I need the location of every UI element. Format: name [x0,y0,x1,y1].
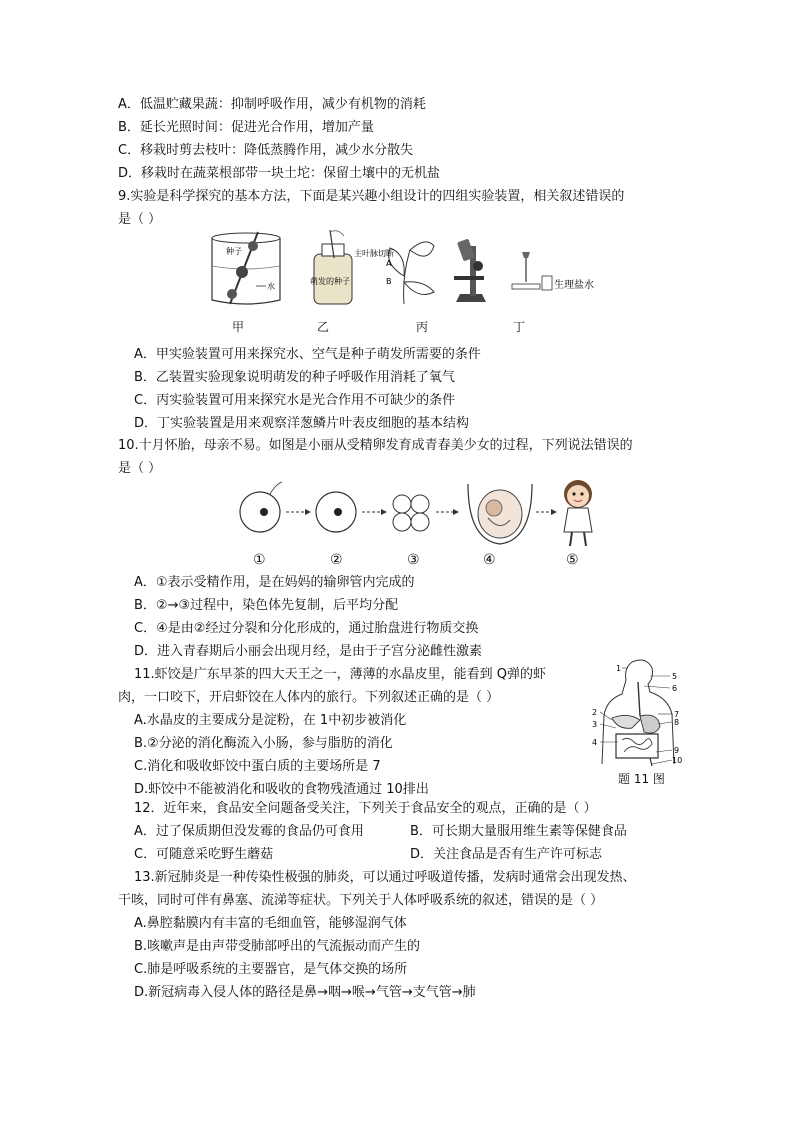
organ-number-1: 1 [616,664,622,673]
organ-number-4: 4 [592,738,598,747]
q9-stem-line1: 9.实验是科学探究的基本方法，下面是某兴趣小组设计的四组实验装置，相关叙述错误的 [118,189,625,204]
organ-number-8: 8 [674,718,680,727]
organ-number-5: 5 [672,672,678,681]
q9-option-d: D．丁实验装置是用来观察洋葱鳞片叶表皮细胞的基本结构 [134,416,470,431]
q9-option-a: A．甲实验装置可用来探究水、空气是种子萌发所需要的条件 [134,347,481,362]
q13-option-c: C.肺是呼吸系统的主要器官，是气体交换的场所 [134,962,408,977]
q9-figure-jia [204,228,290,308]
q11-option-d: D.虾饺中不能被消化和吸收的食物残渣通过 10排出 [134,782,429,797]
q13-stem-line2: 干咳，同时可伴有鼻塞、流涕等症状。下列关于人体呼吸系统的叙述，错误的是（ ） [118,893,604,908]
q11-stem-line1: 11.虾饺是广东早茶的四大天王之一，薄薄的水晶皮里，能看到 Q弹的虾 [134,667,547,682]
q12-option-b: B．可长期大量服用维生素等保健食品 [410,824,627,839]
q9-option-b: B．乙装置实验现象说明萌发的种子呼吸作用消耗了氧气 [134,370,455,385]
q12-stem: 12．近年来，食品安全问题备受关注，下列关于食品安全的观点，正确的是（ ） [134,801,597,816]
q9-figure-yi [308,228,360,308]
q9-figure-bing [354,236,442,306]
q11-option-c: C.消化和吸收虾饺中蛋白质的主要场所是 7 [134,759,381,774]
q11-digestive-figure [588,654,686,770]
q12-option-d: D．关注食品是否有生产许可标志 [410,847,603,862]
q13-option-b: B.咳嗽声是由声带受肺部呼出的气流振动而产生的 [134,939,421,954]
q11-figure-caption: 题 11 图 [618,772,665,786]
q10-label-5: ⑤ [566,552,579,568]
q9-caption-yi: 乙 [317,320,330,334]
organ-number-7: 7 [674,710,680,719]
q10-label-1: ① [253,552,266,568]
q9-figure-ding [446,236,602,306]
q8-option-a: A．低温贮藏果蔬：抑制呼吸作用，减少有机物的消耗 [118,97,426,112]
q11-stem-line2: 肉，一口咬下，开启虾饺在人体内的旅行。下列叙述正确的是（ ） [118,690,500,705]
q8-option-d: D．移栽时在蔬菜根部带一块土坨：保留土壤中的无机盐 [118,166,441,181]
q11-option-a: A.水晶皮的主要成分是淀粉，在 1中初步被消化 [134,713,407,728]
point-a-label: A [386,259,392,268]
q9-caption-jia: 甲 [232,320,245,334]
q10-option-d: D．进入青春期后小丽会出现月经，是由于子宫分泌雌性激素 [134,644,483,659]
q11-option-b: B.②分泌的消化酶流入小肠，参与脂肪的消化 [134,736,393,751]
q9-caption-bing: 丙 [416,320,429,334]
q13-stem-line1: 13.新冠肺炎是一种传染性极强的肺炎，可以通过呼吸道传播，发病时通常会出现发热、 [134,870,636,885]
organ-number-9: 9 [674,746,680,755]
q13-option-a: A.鼻腔黏膜内有丰富的毛细血管，能够湿润气体 [134,916,407,931]
organ-number-3: 3 [592,720,598,729]
leaf-vein-label: 主叶脉切断 [354,249,394,258]
sprouting-seeds-label: 萌发的种子 [310,277,350,286]
organ-number-2: 2 [592,708,598,717]
water-label: 水 [267,282,275,291]
q10-label-4: ④ [483,552,496,568]
q10-label-2: ② [330,552,343,568]
q10-stem-line2: 是（ ） [118,461,162,476]
q10-option-b: B．②→③过程中，染色体先复制，后平均分配 [134,598,399,613]
q10-option-c: C．④是由②经过分裂和分化形成的，通过胎盘进行物质交换 [134,621,479,636]
q8-option-c: C．移栽时剪去枝叶：降低蒸腾作用，减少水分散失 [118,143,414,158]
organ-number-10: 10 [672,756,683,765]
q9-stem-line2: 是（ ） [118,212,162,227]
organ-number-6: 6 [672,684,678,693]
seed-label: 种子 [226,247,242,256]
q12-option-c: C．可随意采吃野生蘑菇 [134,847,274,862]
q13-option-d: D.新冠病毒入侵人体的路径是鼻→咽→喉→气管→支气管→肺 [134,985,476,1000]
q10-development-figure [230,470,600,550]
q9-option-c: C．丙实验装置可用来探究水是光合作用不可缺少的条件 [134,393,456,408]
q10-stem-line1: 10.十月怀胎，母亲不易。如图是小丽从受精卵发育成青春美少女的过程，下列说法错误的 [118,438,633,453]
point-b-label: B [386,277,392,286]
q12-option-a: A．过了保质期但没发霉的食品仍可食用 [134,824,364,839]
q9-caption-ding: 丁 [513,320,526,334]
q8-option-b: B．延长光照时间：促进光合作用，增加产量 [118,120,374,135]
q10-label-3: ③ [407,552,420,568]
saline-label: 生理盐水 [554,280,594,291]
q10-option-a: A．①表示受精作用，是在妈妈的输卵管内完成的 [134,575,415,590]
